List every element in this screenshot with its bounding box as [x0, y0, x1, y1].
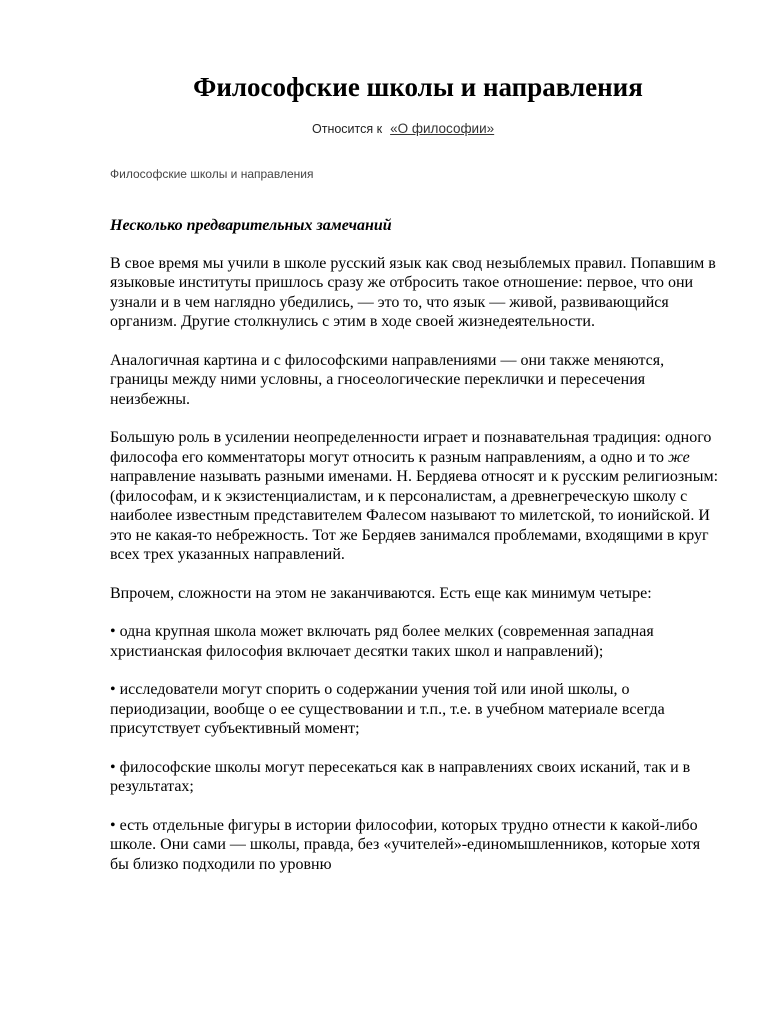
paragraph-1: В свое время мы учили в школе русский язык как свод незыблемых правил. Попавшим в языковые институты пришлось сразу же отбросить такое отношение: первое, что они узнали и в чем наглядно убедились, — это то, что язык — живой, развивающийся организм. Другие столкнулись с этим в ходе своей жизнедеятельности. [110, 254, 716, 330]
bullet-4: • есть отдельные фигуры в истории философии, которых трудно отнести к какой-либо школе. Они сами — школы, правда, без «учителей»-единомышленников, которые хотя бы близко подходили по уровню [110, 816, 701, 873]
relates-prefix: Относится к [312, 122, 383, 136]
bullet-2: • исследователи могут спорить о содержании учения той или иной школы, о периодизации, вообще о ее существовании и т.п., т.е. в учебном материале всегда присутствует субъективный момент; [110, 681, 665, 737]
breadcrumb: Философские школы и направления [110, 167, 314, 181]
article-body [110, 216, 720, 893]
paragraph-2: Аналогичная картина и с философскими направлениями — они также меняются, границы между ними условны, а гносеологические переклички и пересечения неизбежны. [110, 351, 665, 408]
section-heading: Несколько предварительных замечаний [110, 217, 392, 234]
paragraph-3-part-b: направление называть разными именами. Н. Бердяева относят и к русским религиозным: (философам, и к экзистенциалистам, и к персоналистам, а древнегреческую школу с наиболее известным представителем Фалесом называют то милетской, то ионийской. И это не какая-то небрежность. Тот же Бердяев занимался проблемами, входящими в круг всех трех указанных направлений. [110, 468, 719, 563]
bullet-3: • философские школы могут пересекаться как в направлениях своих исканий, так и в результатах; [110, 758, 691, 795]
page-title: Философские школы и направления [193, 72, 643, 102]
paragraph-4: Впрочем, сложности на этом не заканчиваются. Есть еще как минимум четыре: [110, 584, 652, 602]
paragraph-3 [110, 428, 720, 565]
bullet-1: • одна крупная школа может включать ряд более мелких (современная западная христианская философия включает десятки таких школ и направлений); [110, 623, 654, 660]
paragraph-3-part-a: Большую роль в усилении неопределенности играет и познавательная традиция: одного философа его комментаторы могут относить к разным направлениям, а одно и то [110, 429, 712, 466]
relates-link[interactable]: «О философии» [390, 121, 495, 136]
relates-to-line [312, 120, 494, 138]
paragraph-3-emphasis: же [667, 448, 690, 466]
